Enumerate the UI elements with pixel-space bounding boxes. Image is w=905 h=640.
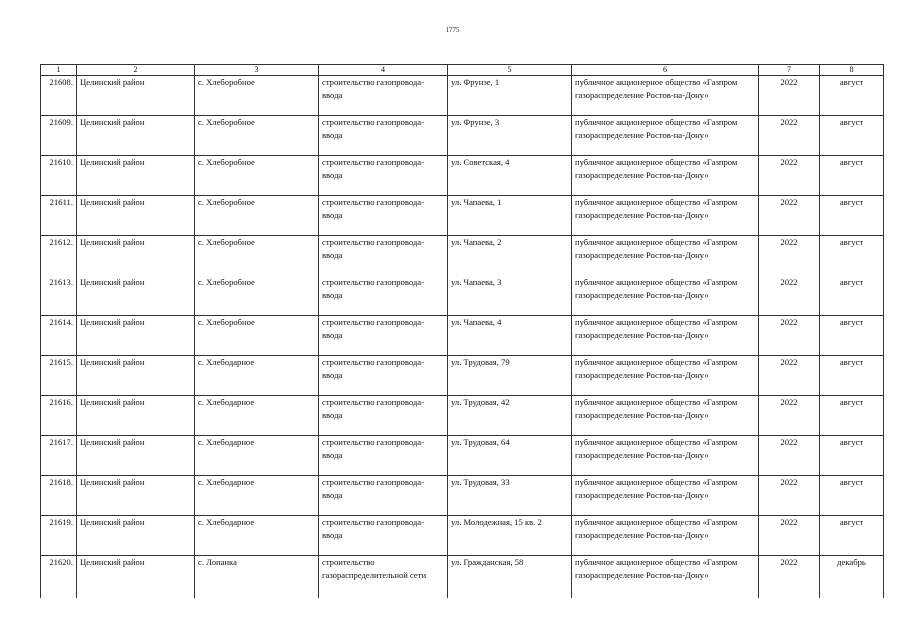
row-number: 21608.: [41, 76, 77, 116]
address-cell: ул. Трудовая, 42: [448, 396, 572, 436]
header-row: [41, 65, 884, 76]
row-number: 21612.: [41, 236, 77, 276]
organization-cell: публичное акционерное общество «Газпром газораспределение Ростов-на-Дону»: [572, 76, 759, 116]
month-cell: август: [820, 396, 884, 436]
year-cell: 2022: [759, 356, 820, 396]
work-type-cell: строительство газопровода-ввода: [319, 76, 448, 116]
work-type-cell: строительство газопровода-ввода: [319, 116, 448, 156]
organization-cell: публичное акционерное общество «Газпром газораспределение Ростов-на-Дону»: [572, 476, 759, 516]
district-cell: Целинский район: [77, 516, 195, 556]
district-cell: Целинский район: [77, 196, 195, 236]
work-type-cell: строительство газопровода-ввода: [319, 156, 448, 196]
organization-cell: публичное акционерное общество «Газпром газораспределение Ростов-на-Дону»: [572, 276, 759, 316]
organization-cell: публичное акционерное общество «Газпром газораспределение Ростов-на-Дону»: [572, 156, 759, 196]
table-row: [41, 516, 884, 556]
address-cell: ул. Трудовая, 33: [448, 476, 572, 516]
works-table: [40, 64, 884, 598]
header-col-8: 8: [820, 65, 884, 76]
year-cell: 2022: [759, 276, 820, 316]
header-col-5: 5: [448, 65, 572, 76]
table-row: [41, 476, 884, 516]
header-col-2: 2: [77, 65, 195, 76]
district-cell: Целинский район: [77, 236, 195, 276]
work-type-cell: строительство газопровода-ввода: [319, 436, 448, 476]
settlement-cell: с. Хлебодарное: [195, 396, 319, 436]
year-cell: 2022: [759, 76, 820, 116]
year-cell: 2022: [759, 236, 820, 276]
table-row: [41, 436, 884, 476]
month-cell: декабрь: [820, 556, 884, 598]
table-row: [41, 556, 884, 598]
year-cell: 2022: [759, 436, 820, 476]
header-col-1: 1: [41, 65, 77, 76]
work-type-cell: строительство газопровода-ввода: [319, 356, 448, 396]
year-cell: 2022: [759, 116, 820, 156]
row-number: 21614.: [41, 316, 77, 356]
month-cell: август: [820, 436, 884, 476]
district-cell: Целинский район: [77, 276, 195, 316]
settlement-cell: с. Хлеборобное: [195, 236, 319, 276]
address-cell: ул. Гражданская, 58: [448, 556, 572, 598]
header-col-3: 3: [195, 65, 319, 76]
district-cell: Целинский район: [77, 76, 195, 116]
address-cell: ул. Фрунзе, 3: [448, 116, 572, 156]
settlement-cell: с. Хлебодарное: [195, 476, 319, 516]
organization-cell: публичное акционерное общество «Газпром газораспределение Ростов-на-Дону»: [572, 196, 759, 236]
header-col-6: 6: [572, 65, 759, 76]
table-row: [41, 236, 884, 276]
row-number: 21616.: [41, 396, 77, 436]
month-cell: август: [820, 116, 884, 156]
organization-cell: публичное акционерное общество «Газпром газораспределение Ростов-на-Дону»: [572, 556, 759, 598]
header-col-7: 7: [759, 65, 820, 76]
year-cell: 2022: [759, 476, 820, 516]
table-row: [41, 196, 884, 236]
address-cell: ул. Чапаева, 1: [448, 196, 572, 236]
row-number: 21618.: [41, 476, 77, 516]
month-cell: август: [820, 196, 884, 236]
page-number: 1775: [445, 26, 460, 34]
work-type-cell: строительство газопровода-ввода: [319, 276, 448, 316]
year-cell: 2022: [759, 396, 820, 436]
work-type-cell: строительство газопровода-ввода: [319, 316, 448, 356]
district-cell: Целинский район: [77, 156, 195, 196]
district-cell: Целинский район: [77, 396, 195, 436]
header-col-4: 4: [319, 65, 448, 76]
table-row: [41, 276, 884, 316]
table-row: [41, 116, 884, 156]
address-cell: ул. Чапаева, 3: [448, 276, 572, 316]
organization-cell: публичное акционерное общество «Газпром газораспределение Ростов-на-Дону»: [572, 356, 759, 396]
month-cell: август: [820, 156, 884, 196]
organization-cell: публичное акционерное общество «Газпром газораспределение Ростов-на-Дону»: [572, 436, 759, 476]
address-cell: ул. Фрунзе, 1: [448, 76, 572, 116]
district-cell: Целинский район: [77, 476, 195, 516]
settlement-cell: с. Хлеборобное: [195, 76, 319, 116]
month-cell: август: [820, 276, 884, 316]
year-cell: 2022: [759, 156, 820, 196]
settlement-cell: с. Хлеборобное: [195, 116, 319, 156]
organization-cell: публичное акционерное общество «Газпром газораспределение Ростов-на-Дону»: [572, 116, 759, 156]
work-type-cell: строительство газопровода-ввода: [319, 516, 448, 556]
month-cell: август: [820, 316, 884, 356]
address-cell: ул. Трудовая, 79: [448, 356, 572, 396]
organization-cell: публичное акционерное общество «Газпром газораспределение Ростов-на-Дону»: [572, 396, 759, 436]
year-cell: 2022: [759, 516, 820, 556]
district-cell: Целинский район: [77, 356, 195, 396]
month-cell: август: [820, 356, 884, 396]
table-body: [41, 76, 884, 598]
district-cell: Целинский район: [77, 436, 195, 476]
settlement-cell: с. Хлеборобное: [195, 156, 319, 196]
table-header: [41, 65, 884, 76]
month-cell: август: [820, 236, 884, 276]
row-number: 21615.: [41, 356, 77, 396]
work-type-cell: строительство газопровода-ввода: [319, 396, 448, 436]
work-type-cell: строительство газопровода-ввода: [319, 236, 448, 276]
month-cell: август: [820, 76, 884, 116]
settlement-cell: с. Хлебодарное: [195, 516, 319, 556]
row-number: 21609.: [41, 116, 77, 156]
row-number: 21613.: [41, 276, 77, 316]
settlement-cell: с. Лопанка: [195, 556, 319, 598]
settlement-cell: с. Хлеборобное: [195, 276, 319, 316]
work-type-cell: строительство газораспределительной сети: [319, 556, 448, 598]
district-cell: Целинский район: [77, 116, 195, 156]
address-cell: ул. Молодежная, 15 кв. 2: [448, 516, 572, 556]
year-cell: 2022: [759, 196, 820, 236]
settlement-cell: с. Хлебодарное: [195, 356, 319, 396]
month-cell: август: [820, 516, 884, 556]
organization-cell: публичное акционерное общество «Газпром газораспределение Ростов-на-Дону»: [572, 316, 759, 356]
row-number: 21611.: [41, 196, 77, 236]
address-cell: ул. Чапаева, 2: [448, 236, 572, 276]
work-type-cell: строительство газопровода-ввода: [319, 476, 448, 516]
address-cell: ул. Трудовая, 64: [448, 436, 572, 476]
row-number: 21619.: [41, 516, 77, 556]
table-row: [41, 396, 884, 436]
table-row: [41, 156, 884, 196]
settlement-cell: с. Хлеборобное: [195, 316, 319, 356]
settlement-cell: с. Хлеборобное: [195, 196, 319, 236]
table-row: [41, 76, 884, 116]
address-cell: ул. Чапаева, 4: [448, 316, 572, 356]
address-cell: ул. Советская, 4: [448, 156, 572, 196]
row-number: 21620.: [41, 556, 77, 598]
district-cell: Целинский район: [77, 556, 195, 598]
settlement-cell: с. Хлебодарное: [195, 436, 319, 476]
month-cell: август: [820, 476, 884, 516]
table-row: [41, 316, 884, 356]
work-type-cell: строительство газопровода-ввода: [319, 196, 448, 236]
year-cell: 2022: [759, 556, 820, 598]
row-number: 21610.: [41, 156, 77, 196]
organization-cell: публичное акционерное общество «Газпром газораспределение Ростов-на-Дону»: [572, 516, 759, 556]
table-row: [41, 356, 884, 396]
row-number: 21617.: [41, 436, 77, 476]
organization-cell: публичное акционерное общество «Газпром газораспределение Ростов-на-Дону»: [572, 236, 759, 276]
district-cell: Целинский район: [77, 316, 195, 356]
year-cell: 2022: [759, 316, 820, 356]
